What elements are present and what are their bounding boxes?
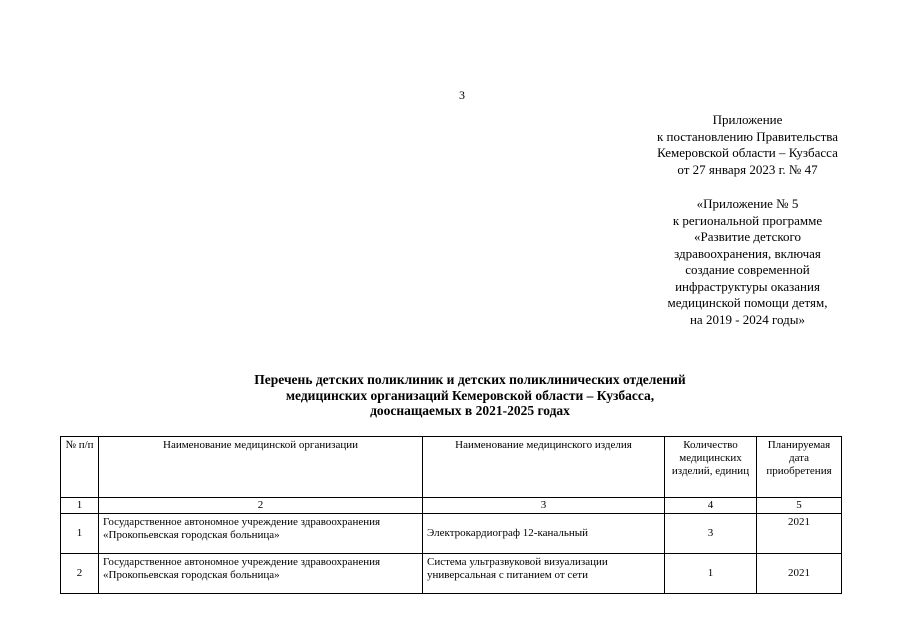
column-number: 1 [61, 498, 99, 514]
appendix-quote-line: «Развитие детского [693, 229, 802, 244]
row-date: 2021 [757, 514, 842, 554]
appendix-quote-line: медицинской помощи детям, [667, 295, 828, 310]
table-row [61, 554, 842, 594]
row-date: 2021 [757, 554, 842, 594]
appendix-line: Приложение [712, 112, 783, 127]
appendix-block [630, 112, 865, 328]
appendix-line: Кемеровской области – Кузбасса [657, 145, 838, 160]
appendix-gap [630, 178, 865, 196]
row-num: 2 [61, 554, 99, 594]
row-qty: 3 [665, 514, 757, 554]
header-qty: Количество медицинских изделий, единиц [665, 437, 757, 498]
row-org: Государственное автономное учреждение здравоохранения «Прокопьевская городская больница» [99, 514, 423, 554]
page-number: 3 [459, 88, 465, 102]
column-number: 2 [99, 498, 423, 514]
equipment-table [60, 436, 842, 594]
appendix-quote-line: инфраструктуры оказания [675, 278, 820, 294]
column-numbers-row [61, 498, 842, 514]
appendix-quote-line: создание современной [685, 262, 810, 277]
column-number: 4 [665, 498, 757, 514]
header-row [61, 437, 842, 498]
title-line: дооснащаемых в 2021-2025 годах [370, 403, 570, 418]
appendix-quote-line: на 2019 - 2024 годы» [689, 311, 806, 327]
title-line: медицинских организаций Кемеровской области – Кузбасса, [285, 387, 655, 403]
title-line: Перечень детских поликлиник и детских поликлинических отделений [254, 372, 686, 387]
row-device: Система ультразвуковой визуализации универсальная с питанием от сети [423, 554, 665, 594]
appendix-line: от 27 января 2023 г. № 47 [677, 161, 818, 177]
row-qty: 1 [665, 554, 757, 594]
header-org: Наименование медицинской организации [99, 437, 423, 498]
row-org: Государственное автономное учреждение здравоохранения «Прокопьевская городская больница» [99, 554, 423, 594]
row-num: 1 [61, 514, 99, 554]
document-title [150, 372, 790, 419]
appendix-quote-line: к региональной программе [672, 212, 823, 228]
row-device: Электрокардиограф 12-канальный [423, 514, 665, 554]
header-num: № п/п [61, 437, 99, 498]
table-row [61, 514, 842, 554]
column-number: 3 [423, 498, 665, 514]
header-device: Наименование медицинского изделия [423, 437, 665, 498]
column-number: 5 [757, 498, 842, 514]
appendix-quote-line: «Приложение № 5 [696, 196, 799, 211]
header-date: Планируемая дата приобретения [757, 437, 842, 498]
appendix-line: к постановлению Правительства [656, 128, 839, 144]
appendix-quote-line: здравоохранения, включая [674, 245, 821, 261]
